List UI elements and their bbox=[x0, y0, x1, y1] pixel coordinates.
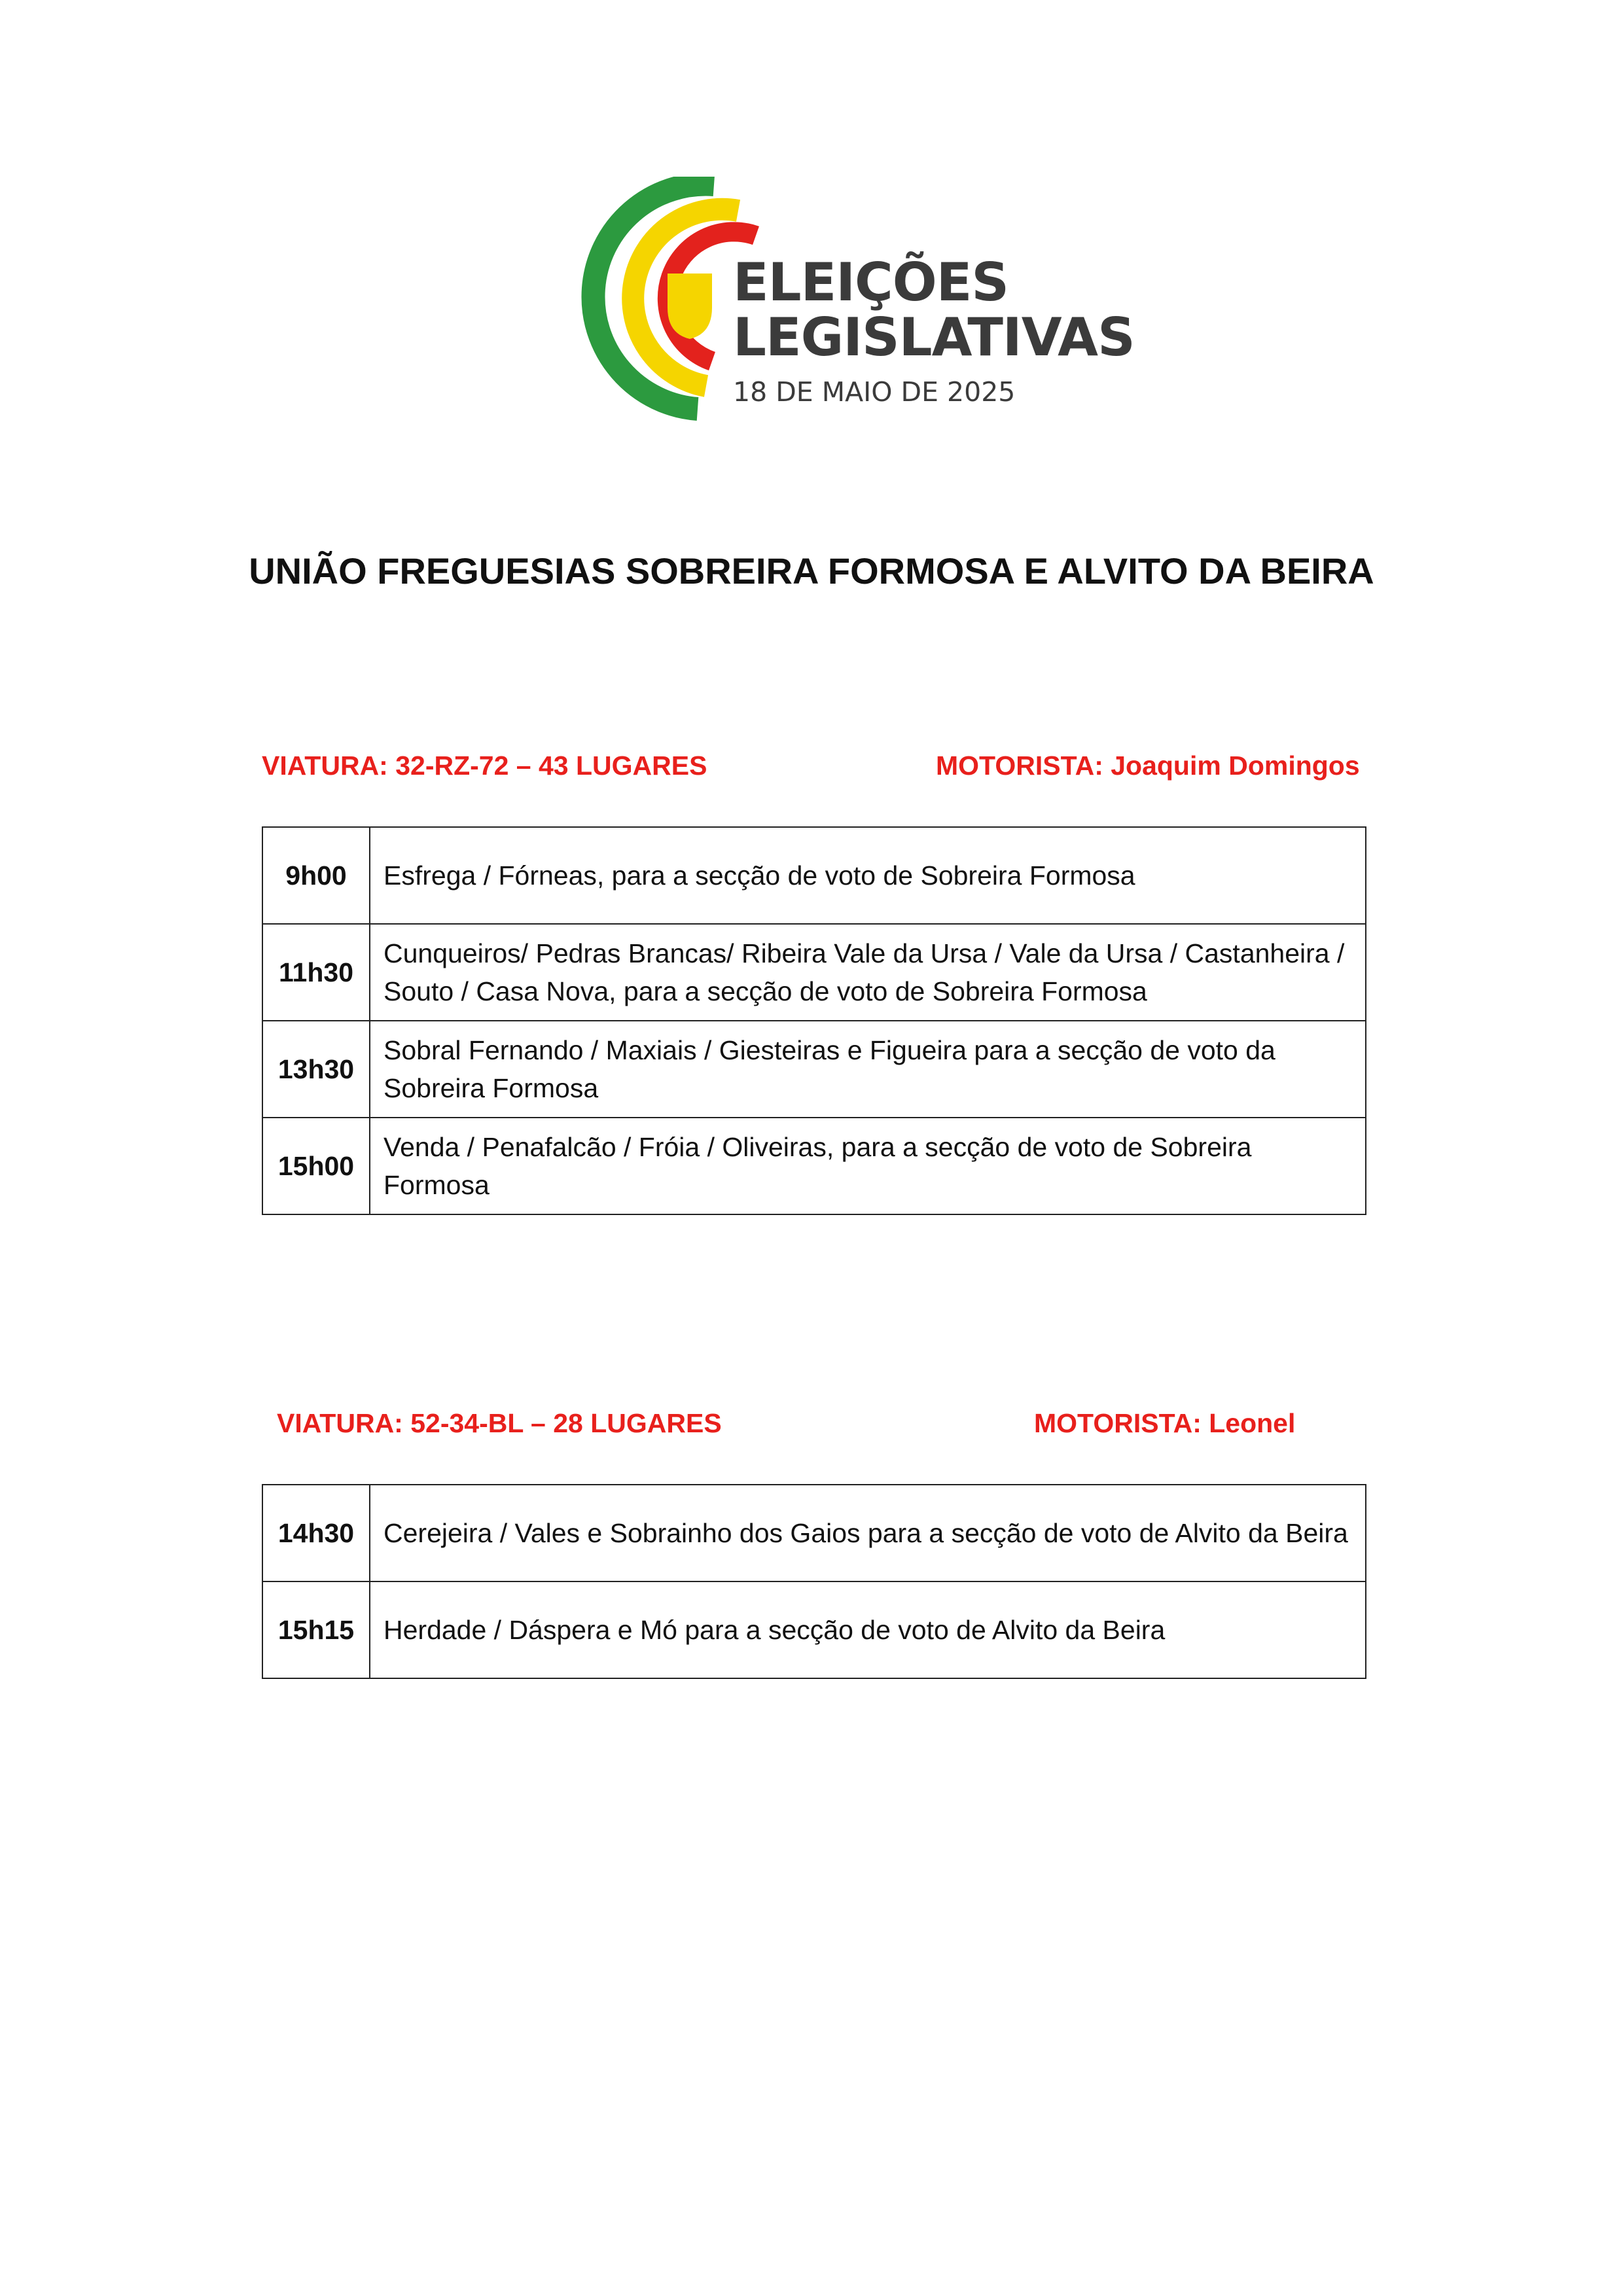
time-cell: 14h30 bbox=[262, 1485, 370, 1581]
route-cell: Cerejeira / Vales e Sobrainho dos Gaios para a secção de voto de Alvito da Beira bbox=[370, 1485, 1366, 1581]
driver-label: MOTORISTA: Leonel bbox=[1034, 1408, 1296, 1438]
table-row bbox=[262, 827, 1366, 924]
page-title: UNIÃO FREGUESIAS SOBREIRA FORMOSA E ALVITO DA BEIRA bbox=[249, 550, 1374, 592]
schedule-table-2 bbox=[262, 1484, 1366, 1679]
logo-text bbox=[733, 252, 1135, 408]
route-cell: Herdade / Dáspera e Mó para a secção de voto de Alvito da Beira bbox=[370, 1581, 1366, 1678]
route-cell: Cunqueiros/ Pedras Brancas/ Ribeira Vale da Ursa / Vale da Ursa / Castanheira / Souto / Casa Nova, para a secção de voto de Sobreira Formosa bbox=[370, 924, 1366, 1021]
table-row bbox=[262, 924, 1366, 1021]
time-cell: 15h00 bbox=[262, 1118, 370, 1214]
table-row bbox=[262, 1021, 1366, 1118]
vehicle-block-2-header bbox=[277, 1400, 1324, 1446]
time-cell: 11h30 bbox=[262, 924, 370, 1021]
logo-date: 18 DE MAIO DE 2025 bbox=[733, 376, 1016, 408]
logo-line-2: LEGISLATIVAS bbox=[733, 307, 1135, 368]
route-cell: Esfrega / Fórneas, para a secção de voto de Sobreira Formosa bbox=[370, 827, 1366, 924]
table-row bbox=[262, 1581, 1366, 1678]
time-cell: 9h00 bbox=[262, 827, 370, 924]
election-logo bbox=[569, 177, 1135, 425]
vehicle-label: VIATURA: 32-RZ-72 – 43 LUGARES bbox=[262, 751, 707, 781]
table-row bbox=[262, 1118, 1366, 1214]
route-cell: Venda / Penafalcão / Fróia / Oliveiras, para a secção de voto de Sobreira Formosa bbox=[370, 1118, 1366, 1214]
table-row bbox=[262, 1485, 1366, 1581]
vehicle-label: VIATURA: 52-34-BL – 28 LUGARES bbox=[277, 1408, 722, 1438]
driver-label: MOTORISTA: Joaquim Domingos bbox=[936, 751, 1360, 781]
time-cell: 13h30 bbox=[262, 1021, 370, 1118]
logo-line-1: ELEIÇÕES bbox=[733, 252, 1009, 313]
route-cell: Sobral Fernando / Maxiais / Giesteiras e Figueira para a secção de voto da Sobreira Formosa bbox=[370, 1021, 1366, 1118]
schedule-table-1 bbox=[262, 826, 1366, 1215]
time-cell: 15h15 bbox=[262, 1581, 370, 1678]
vehicle-block-1-header bbox=[262, 743, 1374, 788]
